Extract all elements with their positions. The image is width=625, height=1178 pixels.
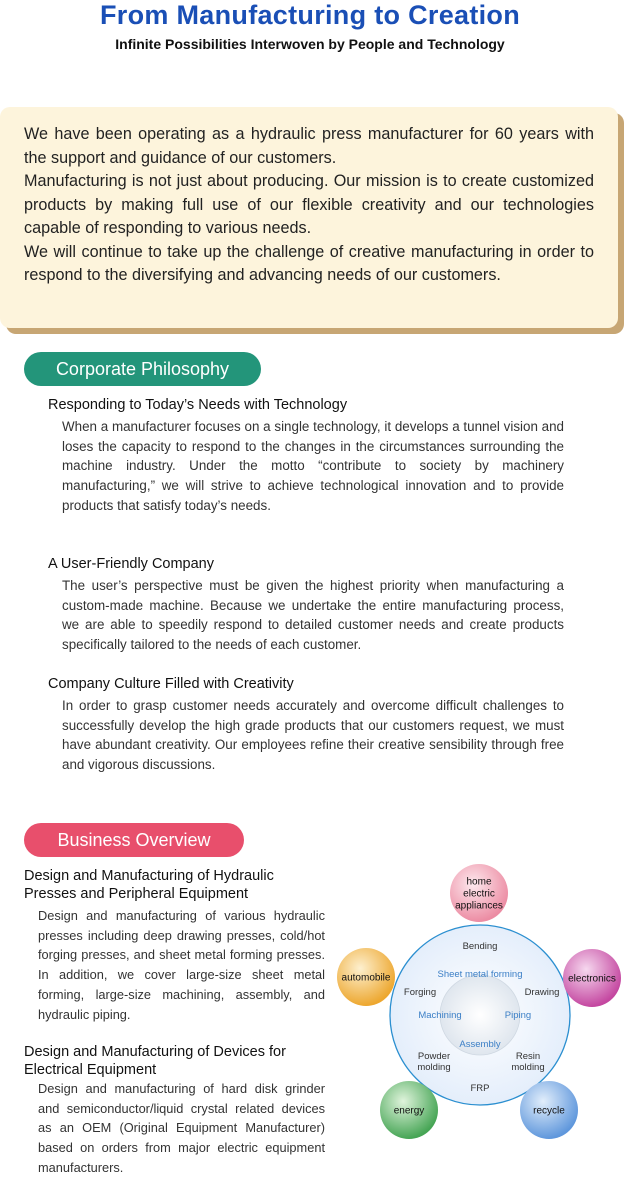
process-label: Sheet metal forming [437, 969, 523, 980]
process-label: Forging [403, 987, 437, 998]
philosophy-item-heading: Responding to Today’s Needs with Technology [48, 397, 348, 413]
philosophy-item-heading: Company Culture Filled with Creativity [48, 676, 294, 692]
process-label: Resin molding [511, 1051, 545, 1073]
process-label: Bending [462, 941, 498, 952]
process-label: Drawing [524, 987, 560, 998]
intro-box [0, 107, 618, 328]
process-label: Powder molding [417, 1051, 451, 1073]
philosophy-item-body: When a manufacturer focuses on a single technology, it develops a tunnel vision and loses the capacity to respond to the changes in the circumstances surrounding the machine industry. Under the motto “contribute to society by machinery manufacturing,” we will strive to achieve technological innovation and to provide products that satisfy today’s needs. [62, 419, 564, 513]
page-title: From Manufacturing to Creation [100, 0, 520, 30]
intro-paragraph: We will continue to take up the challenge of creative manufacturing in order to respond to the diversifying and advancing needs of our customers. [24, 242, 594, 284]
business-item-body: Design and manufacturing of various hydraulic presses including deep drawing presses, cold/hot forging presses, and sheet metal forming presses. In addition, we cover large-size sheet metal forming, large-size machining, assembly, and hydraulic piping. [38, 908, 325, 1022]
business-overview-heading: Business Overview [24, 823, 244, 857]
market-label: recycle [533, 1105, 565, 1117]
market-label: home electric appliances [455, 876, 503, 912]
business-item-heading: Design and Manufacturing of Hydraulic Presses and Peripheral Equipment [24, 868, 274, 902]
business-diagram-svg [330, 860, 625, 1145]
intro-paragraph: We have been operating as a hydraulic press manufacturer for 60 years with the support and guidance of our customers. [24, 125, 594, 167]
market-label: automobile [341, 972, 391, 984]
intro-paragraph: Manufacturing is not just about producing. Our mission is to create customized products by making full use of our flexible creativity and our technologies capable of responding to various needs. [24, 172, 594, 237]
process-label: Piping [504, 1010, 532, 1021]
business-diagram [330, 860, 625, 1145]
process-label: Assembly [459, 1039, 501, 1050]
business-item-body: Design and manufacturing of hard disk grinder and semiconductor/liquid crystal related devices as an OEM (Original Equipment Manufacturer) based on orders from major electric equipment manufacturers. [38, 1081, 325, 1175]
philosophy-item-heading: A User-Friendly Company [48, 556, 214, 572]
market-label: energy [393, 1105, 425, 1117]
philosophy-item-body: In order to grasp customer needs accurately and overcome difficult challenges to successfully develop the high grade products that our customers request, we must have abundant creativity. Our employees refine their creative sensibility through free and vigorous discussions. [62, 698, 564, 773]
market-label: electronics [568, 973, 616, 985]
process-label: Machining [418, 1010, 462, 1021]
process-label: FRP [470, 1083, 490, 1094]
philosophy-item-body: The user’s perspective must be given the highest priority when manufacturing a custom-made machine. Because we undertake the entire manufacturing process, we are able to speedily respond to detailed customer needs and create products specifically tailored to the needs of each customer. [62, 578, 564, 653]
corporate-philosophy-heading: Corporate Philosophy [24, 352, 261, 386]
page-subtitle: Infinite Possibilities Interwoven by People and Technology [115, 36, 505, 52]
business-item-heading: Design and Manufacturing of Devices for Electrical Equipment [24, 1044, 286, 1078]
